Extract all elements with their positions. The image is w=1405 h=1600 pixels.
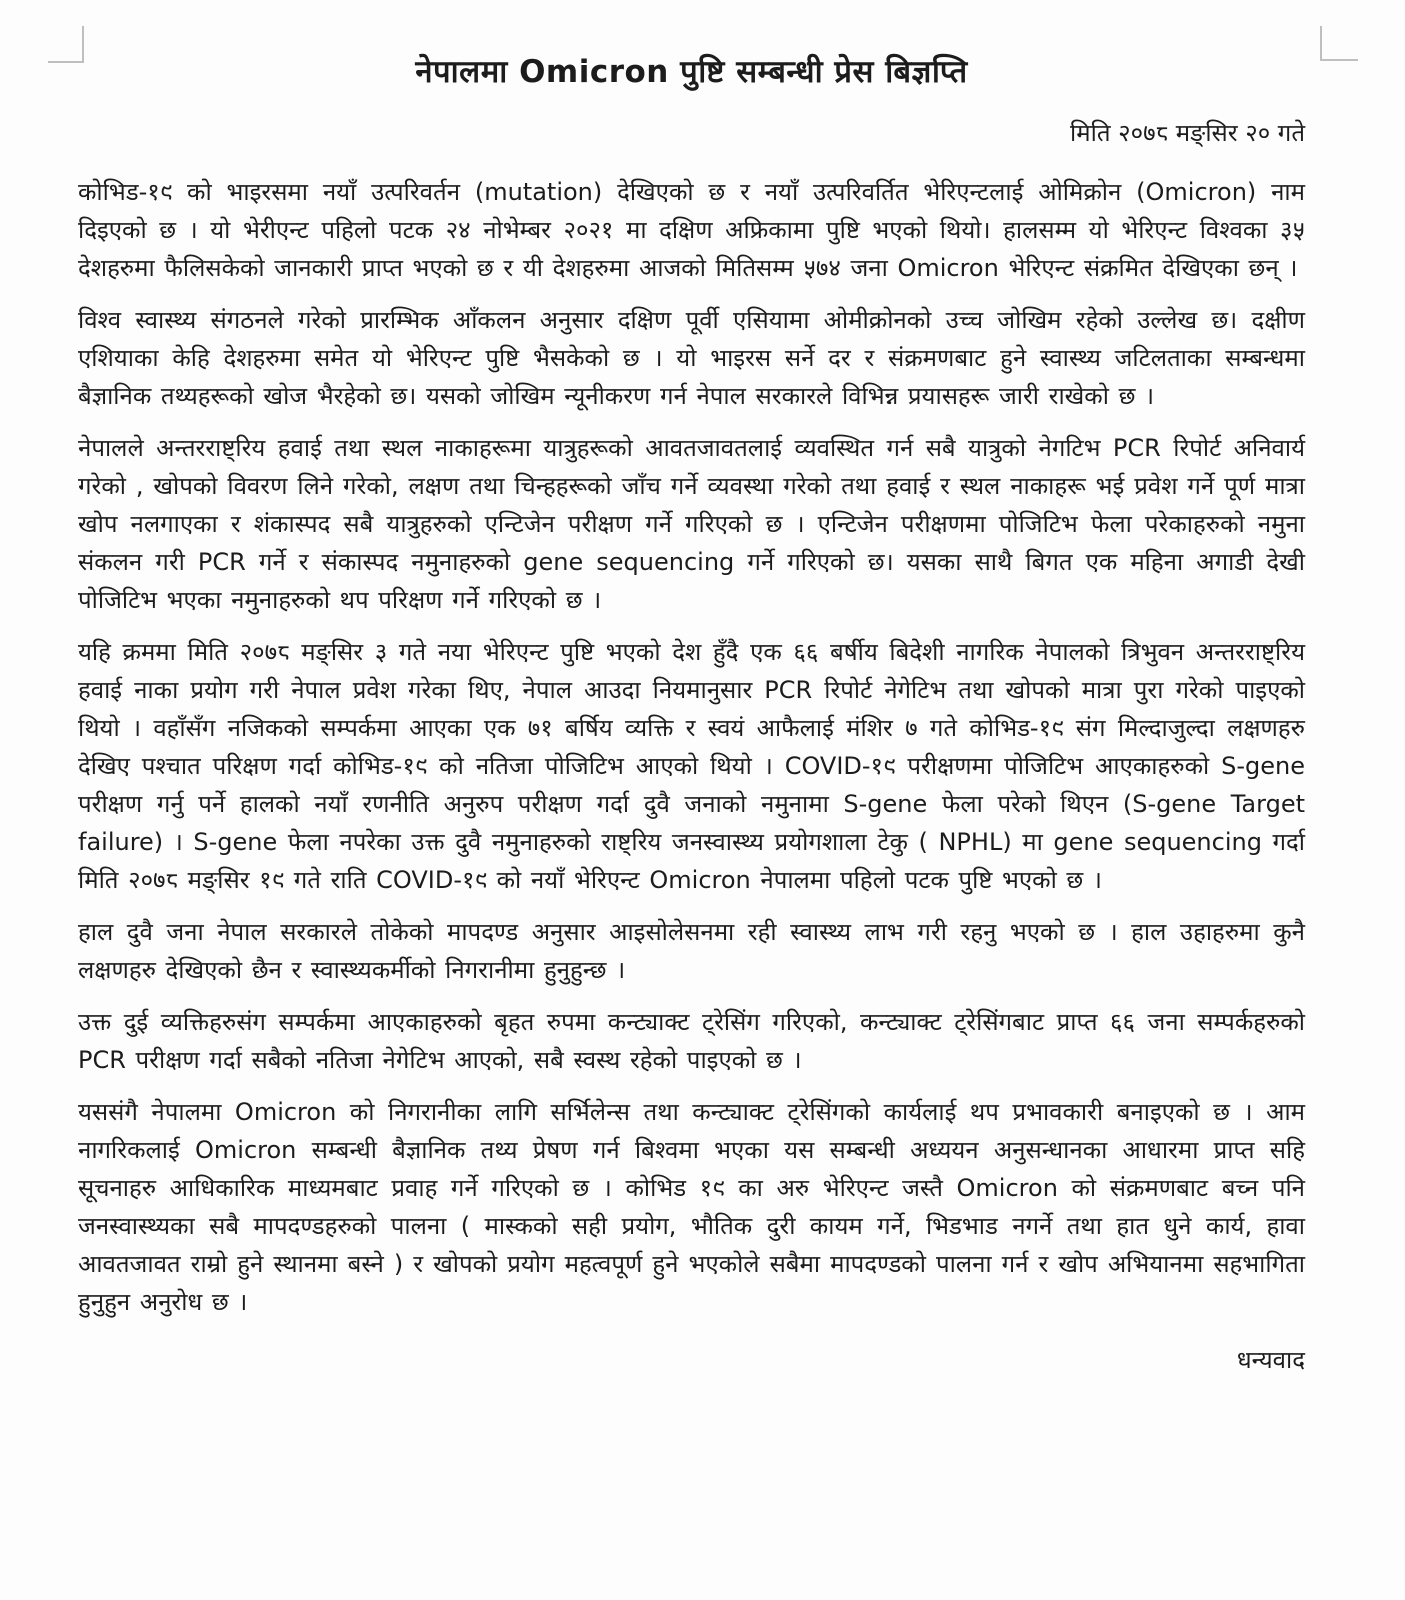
paragraph-who-assessment: विश्व स्वास्थ्य संगठनले गरेको प्रारम्भिक आँकलन अनुसार दक्षिण पूर्वी एसियामा ओमीक्रोनको उच्च जोखिम रहेको उल्लेख छ। दक्षीण एशियाका केहि देशहरुमा समेत यो भेरिएन्ट पुष्टि भैसकेको छ । यो भाइरस सर्ने दर र संक्रमणबाट हुने स्वास्थ्य जटिलताका सम्बन्धमा बैज्ञानिक तथ्यहरूको खोज भैरहेको छ। यसको जोखिम न्यूनीकरण गर्न नेपाल सरकारले विभिन्न प्रयासहरू जारी राखेको छ । <box>78 306 1305 410</box>
page-title: नेपालमा Omicron पुष्टि सम्बन्धी प्रेस बिज्ञप्ति <box>415 54 968 90</box>
closing-thanks: धन्यवाद <box>1236 1346 1305 1374</box>
paragraph-public-appeal: यससंगै नेपालमा Omicron को निगरानीका लागि सर्भिलेन्स तथा कन्ट्याक्ट ट्रेसिंगको कार्यलाई थप प्रभावकारी बनाइएको छ । आम नागरिकलाई Omicron सम्बन्धी बैज्ञानिक तथ्य प्रेषण गर्न बिश्वमा भएका यस सम्बन्धी अध्ययन अनुसन्धानका आधारमा प्राप्त सहि सूचनाहरु आधिकारिक माध्यमबाट प्रवाह गर्ने गरिएको छ । कोभिड १९ का अरु भेरिएन्ट जस्तै Omicron को संक्रमणबाट बच्न पनि जनस्वास्थ्यका सबै मापदण्डहरुको पालना ( मास्कको सही प्रयोग, भौतिक दुरी कायम गर्ने, भिडभाड नगर्ने तथा हात धुने कार्य, हावा आवतजावत राम्रो हुने स्थानमा बस्ने ) र खोपको प्रयोग महत्वपूर्ण हुने भएकोले सबैमा मापदण्डको पालना गर्न र खोप अभियानमा सहभागिता हुनुहुन अनुरोध छ । <box>78 1098 1305 1316</box>
date-line: मिति २०७८ मङ्सिर २० गते <box>1070 119 1305 147</box>
scan-corner-mark-top-right <box>1320 26 1358 61</box>
paragraph-isolation-status: हाल दुवै जना नेपाल सरकारले तोकेको मापदण्ड अनुसार आइसोलेसनमा रही स्वास्थ्य लाभ गरी रहनु भएको छ । हाल उहाहरुमा कुनै लक्षणहरु देखिएको छैन र स्वास्थ्यकर्मीको निगरानीमा हुनुहुन्छ । <box>78 918 1305 984</box>
paragraph-border-measures: नेपालले अन्तरराष्ट्रिय हवाई तथा स्थल नाकाहरूमा यात्रुहरूको आवतजावतलाई व्यवस्थित गर्न सबै यात्रुको नेगटिभ PCR रिपोर्ट अनिवार्य गरेको , खोपको विवरण लिने गरेको, लक्षण तथा चिन्हहरूको जाँच गर्ने व्यवस्था गरेको तथा हवाई र स्थल नाकाहरू भई प्रवेश गर्ने पूर्ण मात्रा खोप नलगाएका र शंकास्पद सबै यात्रुहरुको एन्टिजेन परीक्षण गर्ने गरिएको छ । एन्टिजेन परीक्षणमा पोजिटिभ फेला परेकाहरुको नमुना संकलन गरी PCR गर्ने र संकास्पद नमुनाहरुको gene sequencing गर्ने गरिएको छ। यसका साथै बिगत एक महिना अगाडी देखी पोजिटिभ भएका नमुनाहरुको थप परिक्षण गर्ने गरिएको छ । <box>78 434 1305 614</box>
paragraph-case-detection: यहि क्रममा मिति २०७८ मङ्सिर ३ गते नया भेरिएन्ट पुष्टि भएको देश हुँदै एक ६६ बर्षीय बिदेशी नागरिक नेपालको त्रिभुवन अन्तरराष्ट्रिय हवाई नाका प्रयोग गरी नेपाल प्रवेश गरेका थिए, नेपाल आउदा नियमानुसार PCR रिपोर्ट नेगेटिभ तथा खोपको मात्रा पुरा गरेको पाइएको थियो । वहाँसँग नजिकको सम्पर्कमा आएका एक ७१ बर्षिय व्यक्ति र स्वयं आफैलाई मंशिर ७ गते कोभिड-१९ संग मिल्दाजुल्दा लक्षणहरु देखिए पश्चात परिक्षण गर्दा कोभिड-१९ को नतिजा पोजिटिभ आएको थियो । COVID-१९ परीक्षणमा पोजिटिभ आएकाहरुको S-gene परीक्षण गर्नु पर्ने हालको नयाँ रणनीति अनुरुप परीक्षण गर्दा दुवै जनाको नमुनामा S-gene फेला परेको थिएन (S-gene Target failure) । S-gene फेला नपरेका उक्त दुवै नमुनाहरुको राष्ट्रिय जनस्वास्थ्य प्रयोगशाला टेकु ( NPHL) मा gene sequencing गर्दा मिति २०७८ मङ्सिर १९ गते राति COVID-१९ को नयाँ भेरिएन्ट Omicron नेपालमा पहिलो पटक पुष्टि भएको छ । <box>78 638 1305 894</box>
paragraph-contact-tracing: उक्त दुई व्यक्तिहरुसंग सम्पर्कमा आएकाहरुको बृहत रुपमा कन्ट्याक्ट ट्रेसिंग गरिएको, कन्ट्याक्ट ट्रेसिंगबाट प्राप्त ६६ जना सम्पर्कहरुको PCR परीक्षण गर्दा सबैको नतिजा नेगेटिभ आएको, सबै स्वस्थ रहेको पाइएको छ । <box>78 1008 1305 1074</box>
document-content <box>78 0 1305 1376</box>
paragraph-omicron-intro: कोभिड-१९ को भाइरसमा नयाँ उत्परिवर्तन (mutation) देखिएको छ र नयाँ उत्परिवर्तित भेरिएन्टलाई ओमिक्रोन (Omicron) नाम दिइएको छ । यो भेरीएन्ट पहिलो पटक २४ नोभेम्बर २०२१ मा दक्षिण अफ्रिकामा पुष्टि भएको थियो। हालसम्म यो भेरिएन्ट विश्वका ३५ देशहरुमा फैलिसकेको जानकारी प्राप्त भएको छ र यी देशहरुमा आजको मितिसम्म ५७४ जना Omicron भेरिएन्ट संक्रमित देखिएका छन् । <box>78 178 1305 282</box>
